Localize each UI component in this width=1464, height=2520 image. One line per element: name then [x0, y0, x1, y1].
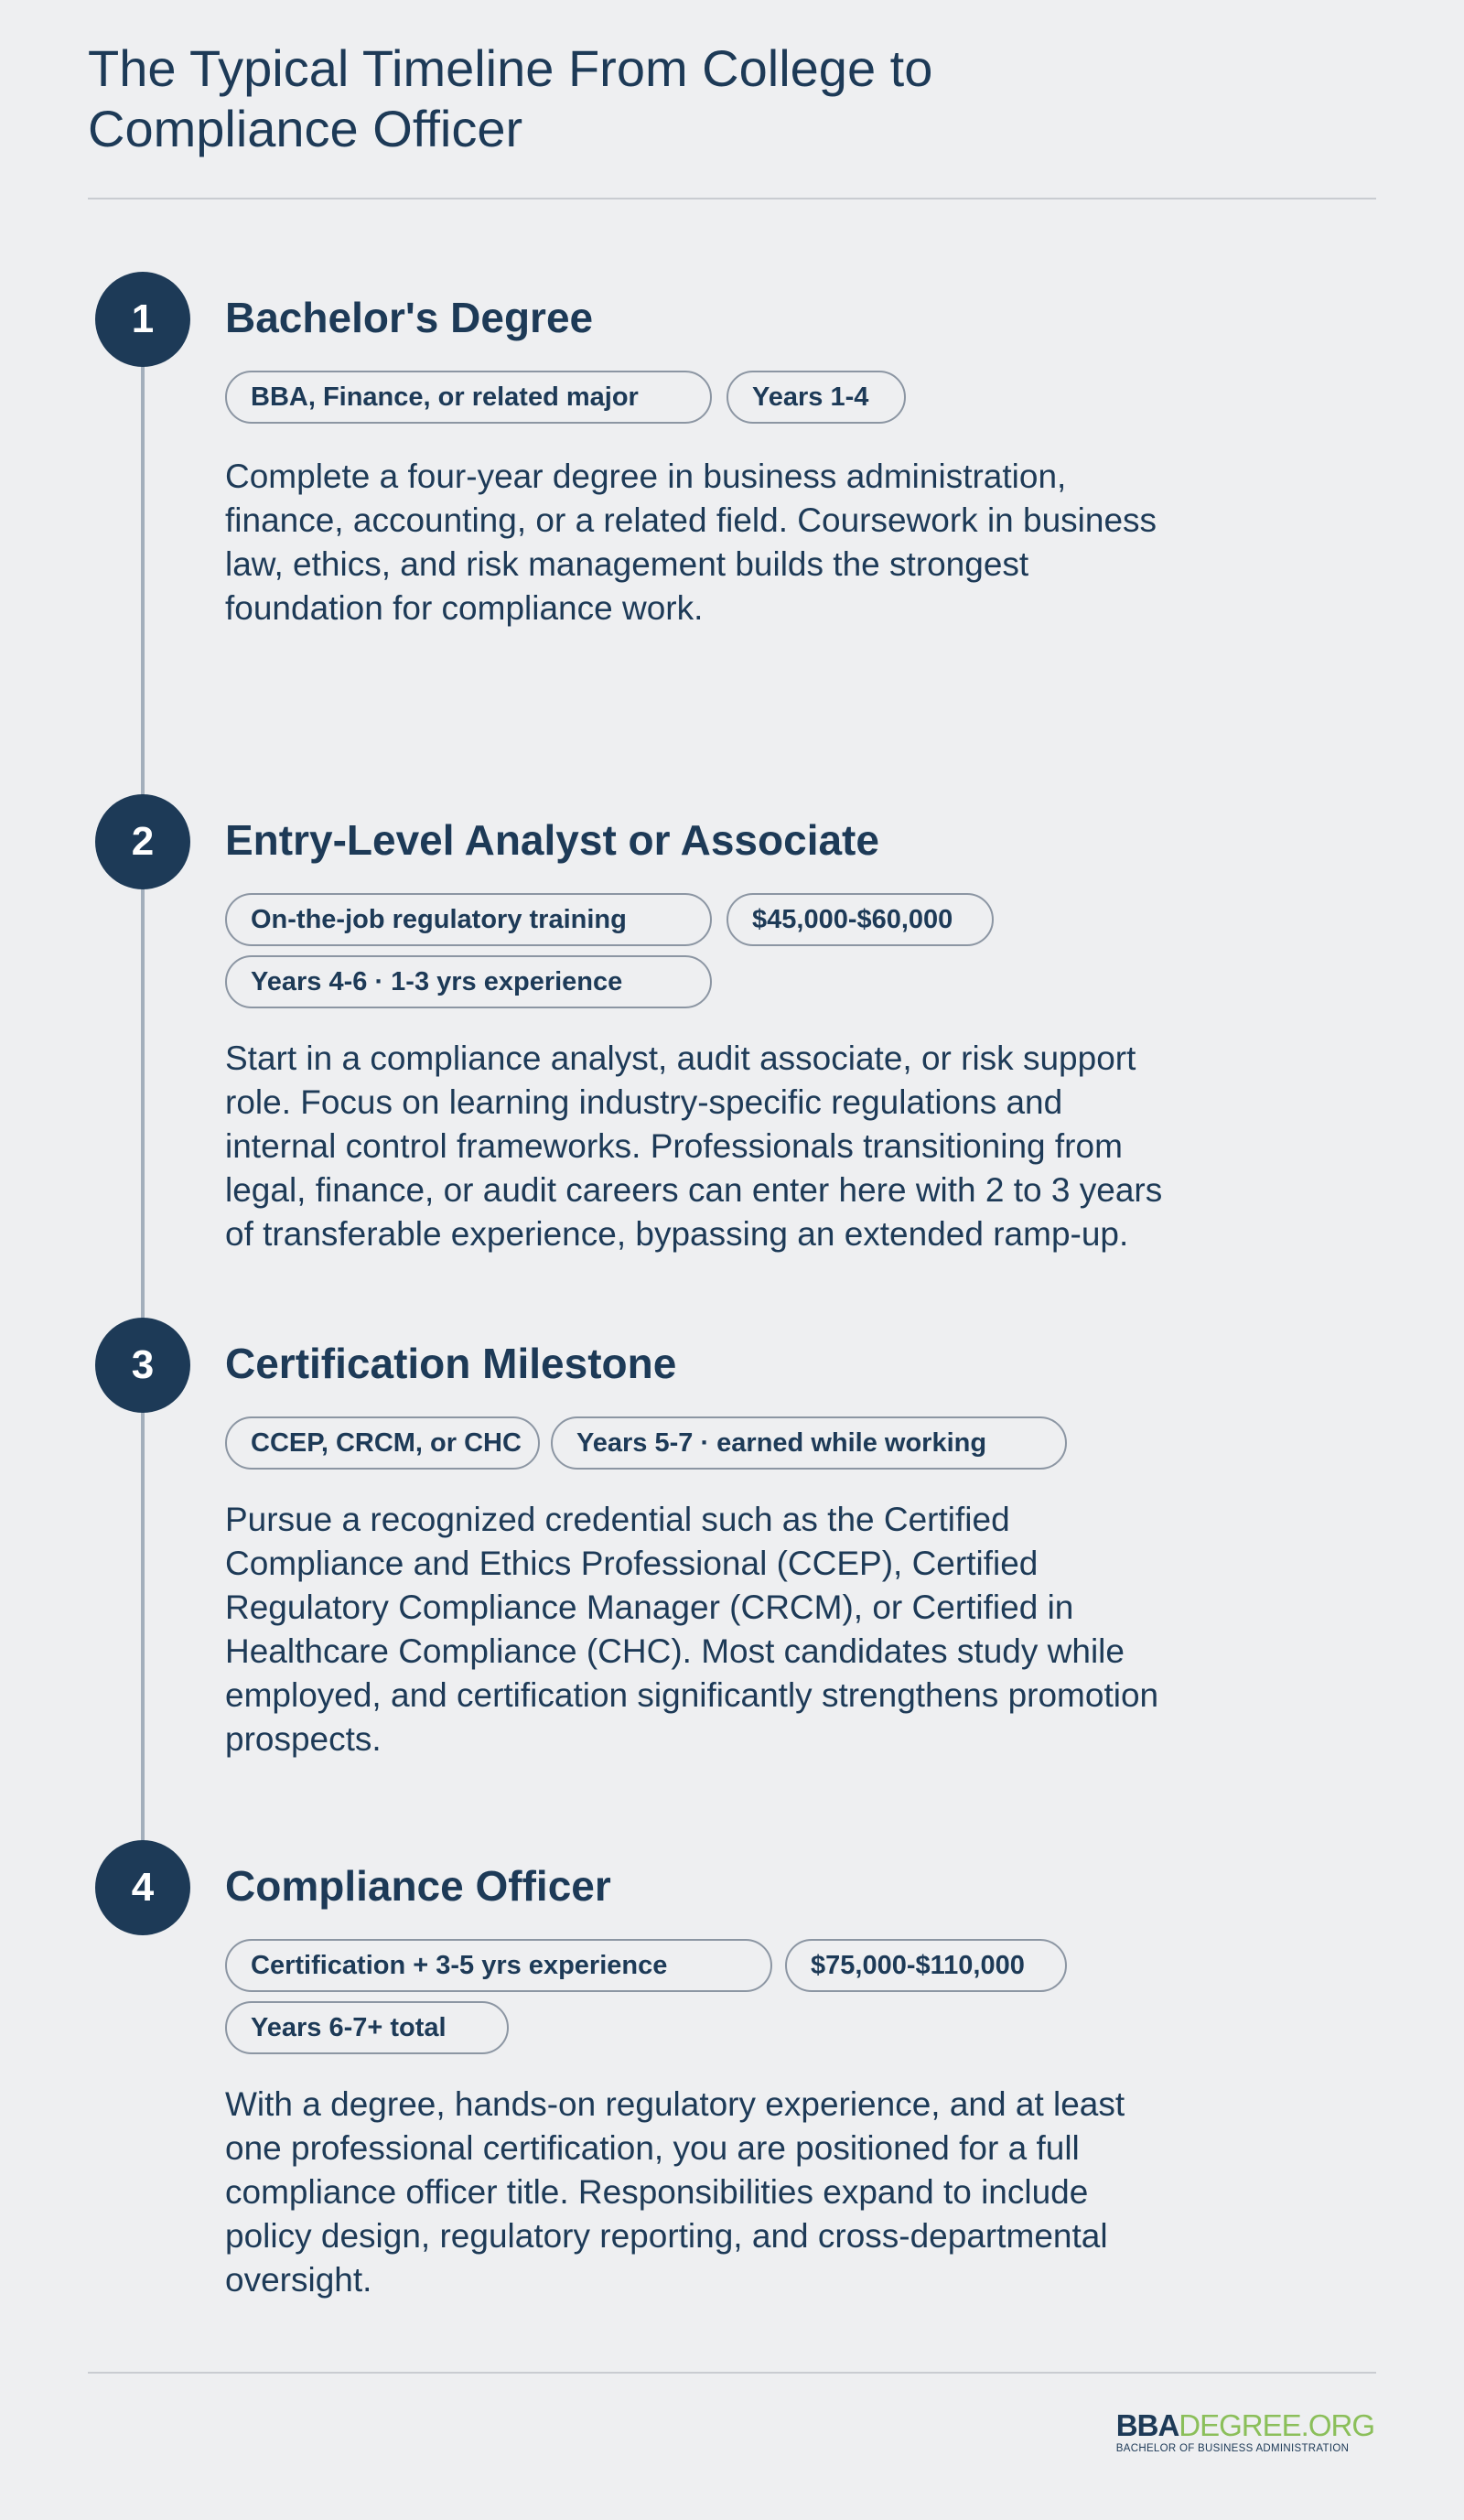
- step-title: Certification Milestone: [225, 1340, 677, 1387]
- tag-years: Years 1-4: [727, 371, 906, 424]
- tag-training: On-the-job regulatory training: [225, 893, 712, 946]
- logo-tagline: BACHELOR OF BUSINESS ADMINISTRATION: [1115, 2443, 1350, 2454]
- top-divider: [88, 198, 1376, 199]
- step-number-badge: 1: [95, 272, 190, 367]
- page-title: The Typical Timeline From College to Compliance Officer: [88, 39, 933, 157]
- step-number-badge: 4: [95, 1840, 190, 1935]
- step-description: With a degree, hands-on regulatory experience, and at least one professional certification, you are positioned for a full compliance officer title. Responsibilities expand to include policy design, regulatory reporting, and cross-departmental oversight.: [225, 2085, 1125, 2299]
- logo-wordmark: [1116, 2409, 1374, 2442]
- timeline-connector: [141, 320, 145, 1876]
- logo-bold-text: BBA: [1115, 2408, 1179, 2442]
- step-title: Entry-Level Analyst or Associate: [225, 816, 879, 864]
- step-description: Complete a four-year degree in business administration, finance, accounting, or a related field. Coursework in business law, ethics, and risk management builds the strongest foundation for compliance work.: [225, 458, 1157, 627]
- tag-requirements: Certification + 3-5 yrs experience: [225, 1939, 772, 1992]
- tag-years: Years 6-7+ total: [225, 2001, 509, 2054]
- step-description: Start in a compliance analyst, audit associate, or risk support role. Focus on learning industry-specific regulations and internal control frameworks. Professionals transitioning from legal, finance, or audit careers can enter here with 2 to 3 years of transferable experience, bypassing an extended ramp-up.: [225, 1039, 1163, 1253]
- tag-salary: $45,000-$60,000: [727, 893, 994, 946]
- step-title: Compliance Officer: [225, 1862, 611, 1910]
- bottom-divider: [88, 2372, 1376, 2374]
- step-description: Pursue a recognized credential such as the Certified Compliance and Ethics Professional (CCEP), Certified Regulatory Compliance Manager (CRCM), or Certified in Healthcare Compliance (CHC). Most candidates study while employed, and certification significantly strengthens promotion prospects.: [225, 1501, 1159, 1758]
- step-number-badge: 2: [95, 794, 190, 889]
- tag-major: BBA, Finance, or related major: [225, 371, 712, 424]
- step-title: Bachelor's Degree: [225, 294, 594, 341]
- logo-light-text: DEGREE.ORG: [1179, 2408, 1374, 2442]
- site-logo: [1116, 2409, 1374, 2455]
- step-number-badge: 3: [95, 1318, 190, 1413]
- tag-years: Years 4-6 · 1-3 yrs experience: [225, 955, 712, 1008]
- tag-certifications: CCEP, CRCM, or CHC: [225, 1416, 540, 1470]
- tag-years: Years 5-7 · earned while working: [551, 1416, 1067, 1470]
- tag-salary: $75,000-$110,000: [785, 1939, 1067, 1992]
